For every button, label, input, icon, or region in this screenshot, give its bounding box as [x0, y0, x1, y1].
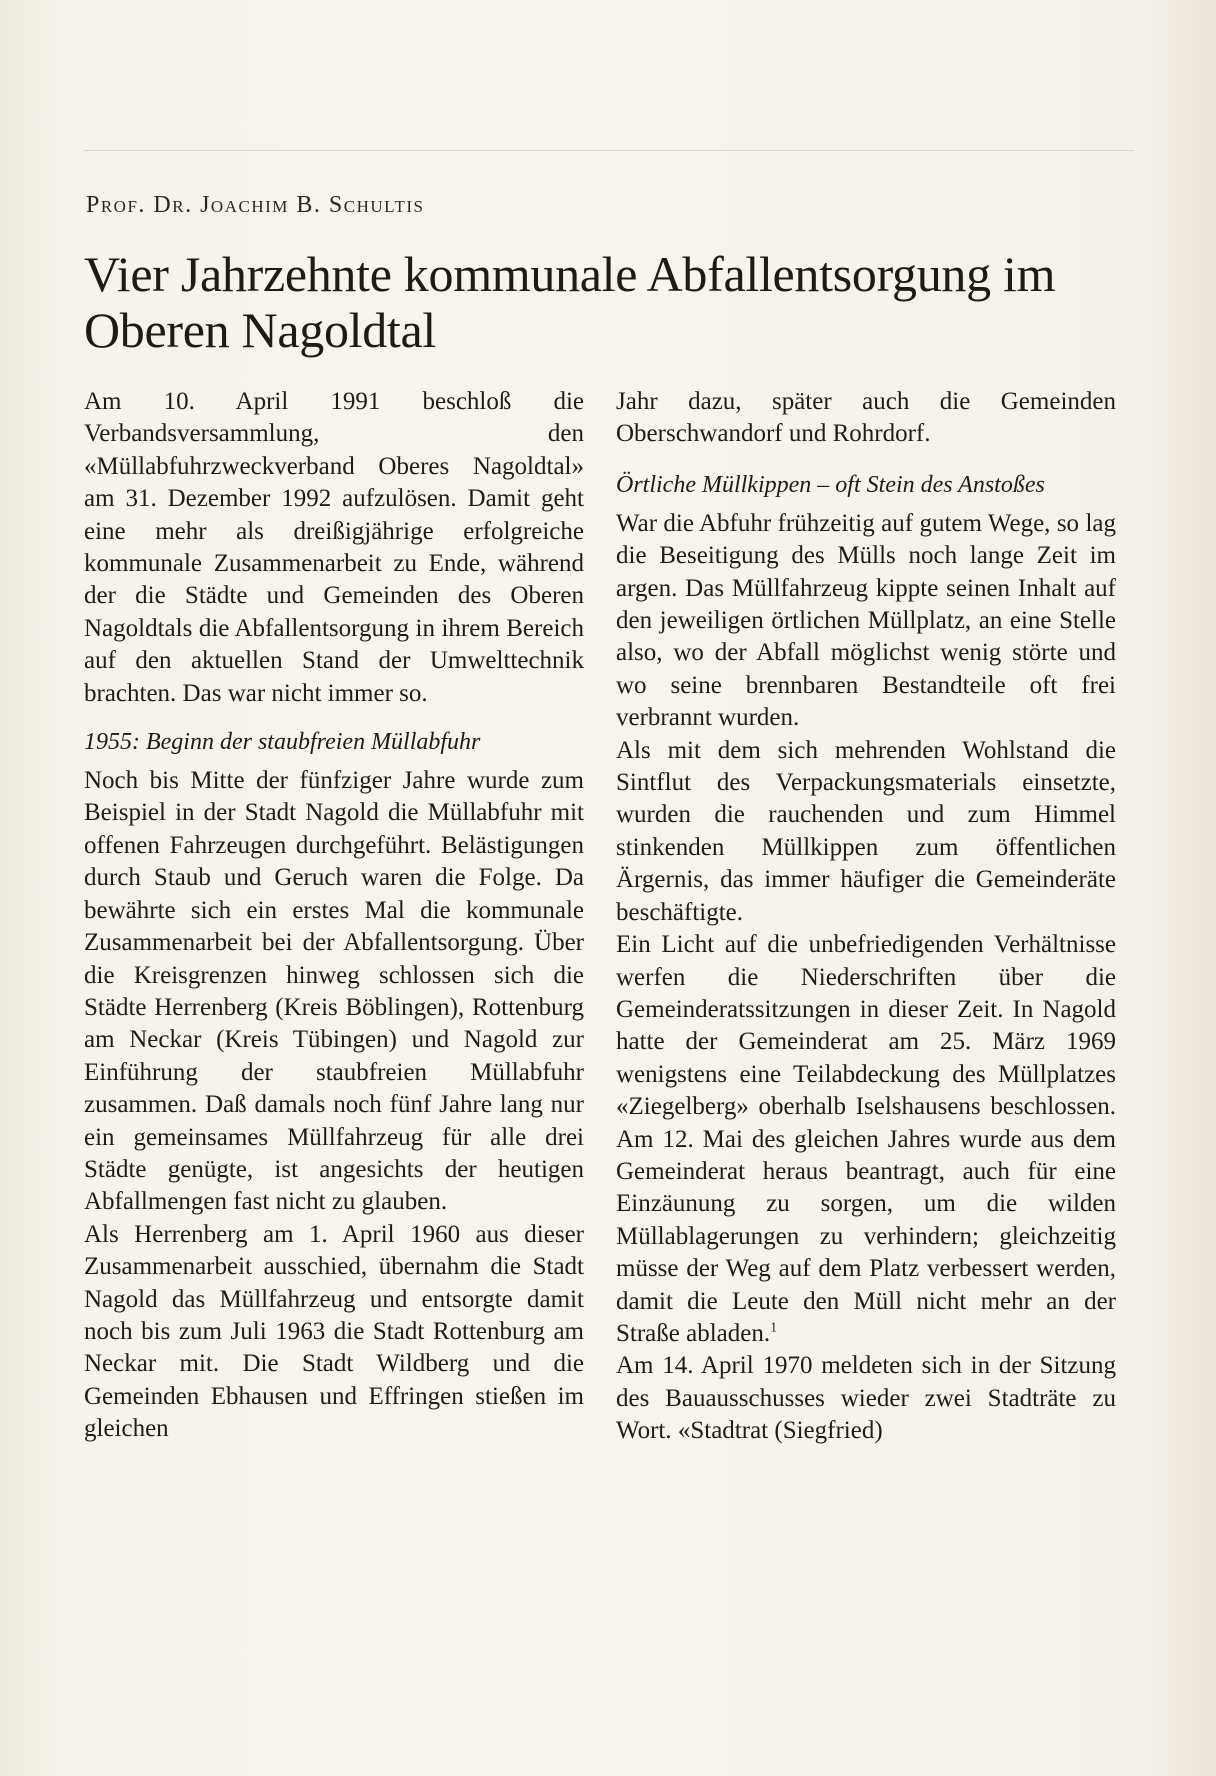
paragraph: Jahr dazu, später auch die Gemeinden Oberschwandorf und Rohrdorf.	[616, 388, 1116, 448]
footnote-marker[interactable]: 1	[770, 1320, 778, 1336]
paragraph	[616, 929, 1116, 1350]
paragraph: Als mit dem sich mehrenden Wohlstand die Sintflut des Verpackungsmaterials einsetzte, wurden die rauchenden und zum Himmel stinkenden Müllkippen zum öffentlichen Ärgernis, das immer häufiger die Gemeinderäte beschäftigte.	[616, 736, 1116, 926]
paragraph: Am 14. April 1970 meldeten sich in der Sitzung des Bauausschusses wieder zwei Stadträte zu Wort. «Stadtrat (Siegfried)	[616, 1352, 1116, 1445]
section-heading: 1955: Beginn der staubfreien Müllabfuhr	[84, 729, 481, 756]
paragraph: War die Abfuhr frühzeitig auf gutem Wege, so lag die Beseitigung des Mülls noch lange Zeit im argen. Das Müllfahrzeug kippte seinen Inhalt auf den jeweiligen örtlichen Müllplatz, an eine Stelle also, wo der Abfall möglichst wenig störte und wo seine brennbaren Bestandteile oft frei verbrannt wurden.	[616, 509, 1116, 732]
section-heading: Örtliche Müllkippen – oft Stein des Anstoßes	[616, 471, 1045, 498]
paragraph: Als Herrenberg am 1. April 1960 aus dieser Zusammenarbeit ausschied, übernahm die Stadt Nagold das Müllfahrzeug und entsorgte damit noch bis zum Juli 1963 die Stadt Rottenburg am Neckar mit. Die Stadt Wildberg und die Gemeinden Ebhausen und Effringen stießen im gleichen	[84, 1220, 584, 1443]
article-title: Vier Jahrzehnte kommunale Abfallentsorgung im Oberen Nagoldtal	[84, 246, 1056, 358]
paragraph: Noch bis Mitte der fünfziger Jahre wurde zum Beispiel in der Stadt Nagold die Müllabfuhr mit offenen Fahrzeugen durchgeführt. Belästigungen durch Staub und Geruch waren die Folge. Da bewährte sich ein erstes Mal die kommunale Zusammenarbeit bei der Abfallentsorgung. Über die Kreisgrenzen hinweg schlossen sich die Städte Herrenberg (Kreis Böblingen), Rottenburg am Neckar (Kreis Tübingen) und Nagold zur Einführung der staubfreien Müllabfuhr zusammen. Daß damals noch fünf Jahre lang nur ein gemeinsames Müllfahrzeug für alle drei Städte genügte, ist angesichts der heutigen Abfallmengen fast nicht zu glauben.	[84, 767, 584, 1216]
author-byline: Prof. Dr. Joachim B. Schultis	[86, 192, 425, 218]
paragraph: Am 10. April 1991 beschloß die Verbandsversammlung, den «Müllabfuhrzweckverband Oberes Nagoldtal» am 31. Dezember 1992 aufzulösen. Damit geht eine mehr als dreißigjährige erfolgreiche kommunale Zusammenarbeit zu Ende, während der die Städte und Gemeinden des Oberen Nagoldtals die Abfallentsorgung in ihrem Bereich auf den aktuellen Stand der Umwelttechnik brachten. Das war nicht immer so.	[84, 388, 584, 707]
header-rule	[84, 150, 1134, 151]
right-column	[616, 386, 1116, 1448]
paragraph-text: Ein Licht auf die unbefriedigenden Verhältnisse werfen die Niederschriften über die Gemeinderatssitzungen in dieser Zeit. In Nagold hatte der Gemeinderat am 25. März 1969 wenigstens eine Teilabdeckung des Müllplatzes «Ziegelberg» oberhalb Iselshausens beschlossen. Am 12. Mai des gleichen Jahres wurde aus dem Gemeinderat heraus beantragt, auch für eine Einzäunung zu sorgen, um die wilden Müllablagerungen zu verhindern; gleichzeitig müsse der Weg auf dem Platz verbessert werden, damit die Leute den Müll nicht mehr an der Straße abladen.	[616, 931, 1116, 1347]
left-column	[84, 386, 584, 1446]
